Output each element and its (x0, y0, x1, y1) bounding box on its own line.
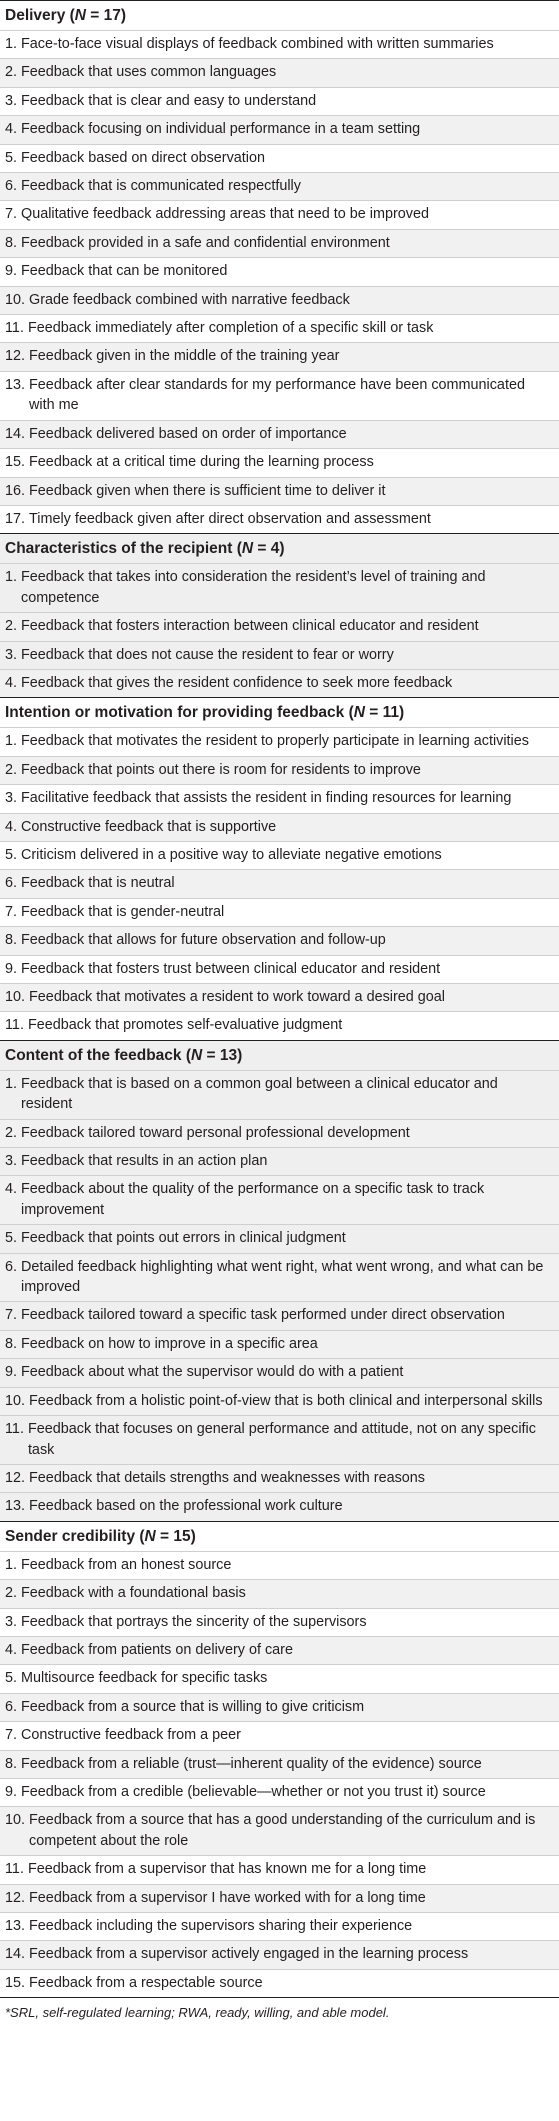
item-number: 1. (5, 569, 21, 586)
list-item (0, 1175, 559, 1224)
item-list (0, 1070, 559, 1521)
item-text: Feedback immediately after completion of a specific skill or task (27, 320, 434, 337)
item-text: Constructive feedback that is supportive (21, 818, 277, 835)
item-number: 1. (5, 733, 21, 750)
item-number: 4. (5, 1641, 21, 1658)
list-item (0, 1855, 559, 1883)
item-number: 4. (5, 674, 21, 691)
item-text: Feedback that uses common languages (21, 64, 277, 81)
list-item (0, 286, 559, 314)
item-text: Criticism delivered in a positive way to alleviate negative emotions (21, 846, 442, 863)
item-text: Feedback from a supervisor I have worked with for a long time (29, 1889, 426, 1906)
section-heading (0, 534, 559, 563)
list-item (0, 1969, 559, 1997)
item-number: 6. (5, 1698, 21, 1715)
list-item (0, 926, 559, 954)
item-list (0, 30, 559, 533)
item-number: 16. (5, 482, 30, 499)
table-section (0, 1522, 559, 1999)
section-title: Delivery ( (5, 7, 75, 24)
item-number: 8. (5, 234, 21, 251)
item-text: Feedback that allows for future observation and follow-up (21, 932, 386, 949)
table-section (0, 698, 559, 1040)
item-number: 6. (5, 875, 21, 892)
list-item (0, 841, 559, 869)
item-text: Feedback delivered based on order of importance (29, 425, 347, 442)
list-item (0, 983, 559, 1011)
item-text: Feedback that fosters interaction between clinical educator and resident (21, 618, 479, 635)
item-number: 3. (5, 790, 21, 807)
list-item (0, 1806, 559, 1855)
item-number: 12. (5, 348, 30, 365)
item-text: Feedback including the supervisors sharing their experience (29, 1918, 413, 1934)
list-item (0, 1387, 559, 1415)
item-number: 11. (5, 1421, 28, 1438)
item-text: Feedback at a critical time during the learning process (29, 454, 374, 471)
list-item (0, 87, 559, 115)
item-number: 9. (5, 263, 21, 280)
item-text: Qualitative feedback addressing areas that need to be improved (21, 206, 429, 223)
list-item (0, 448, 559, 476)
list-item (0, 1224, 559, 1252)
list-item (0, 342, 559, 370)
item-number: 4. (5, 1181, 21, 1198)
list-item (0, 612, 559, 640)
item-number: 7. (5, 1307, 21, 1324)
list-item (0, 813, 559, 841)
list-item (0, 115, 559, 143)
item-number: 3. (5, 92, 21, 109)
item-number: 14. (5, 1946, 30, 1963)
item-text: Feedback that motivates a resident to work toward a desired goal (29, 989, 445, 1005)
item-text: Feedback from a credible (believable—whether or not you trust it) source (21, 1783, 486, 1800)
list-item (0, 420, 559, 448)
item-text: Feedback that gives the resident confidence to seek more feedback (21, 674, 453, 691)
list-item (0, 1750, 559, 1778)
table-section (0, 1041, 559, 1522)
list-item (0, 955, 559, 983)
list-item (0, 1608, 559, 1636)
list-item (0, 898, 559, 926)
item-text: Feedback that is clear and easy to understand (21, 92, 317, 109)
section-count: = 15) (155, 1527, 196, 1545)
item-number: 11. (5, 1017, 28, 1034)
list-item (0, 1464, 559, 1492)
list-item (0, 1119, 559, 1147)
table-section (0, 1, 559, 534)
section-heading (0, 1, 559, 30)
item-text: Multisource feedback for specific tasks (21, 1670, 268, 1687)
item-text: Feedback given in the middle of the training year (29, 348, 340, 365)
item-text: Feedback about the quality of the performance on a specific task to track improvement (21, 1181, 485, 1218)
section-count: = 13) (202, 1046, 243, 1064)
item-text: Feedback from a source that is willing to give criticism (21, 1698, 365, 1715)
list-item (0, 563, 559, 612)
item-text: Feedback with a foundational basis (21, 1585, 246, 1602)
item-number: 9. (5, 960, 21, 977)
item-number: 5. (5, 846, 21, 863)
item-text: Feedback tailored toward personal professional development (21, 1124, 410, 1141)
list-item (0, 1301, 559, 1329)
item-text: Feedback that does not cause the resident to fear or worry (21, 646, 394, 663)
item-number: 6. (5, 1258, 21, 1275)
section-count: = 17) (86, 7, 127, 24)
item-number: 10. (5, 1812, 30, 1829)
item-number: 17. (5, 510, 30, 527)
item-text: Feedback from an honest source (21, 1556, 232, 1573)
item-text: Timely feedback given after direct observation and assessment (29, 510, 431, 527)
item-number: 4. (5, 121, 21, 138)
item-text: Feedback focusing on individual performance in a team setting (21, 121, 421, 138)
item-number: 2. (5, 618, 21, 635)
item-text: Feedback that fosters trust between clinical educator and resident (21, 960, 441, 977)
item-number: 15. (5, 1974, 30, 1991)
list-item (0, 1778, 559, 1806)
list-item (0, 257, 559, 285)
item-number: 14. (5, 425, 30, 442)
section-title: Content of the feedback ( (5, 1046, 192, 1064)
section-n-symbol: N (74, 7, 86, 24)
section-n-symbol: N (144, 1527, 156, 1545)
item-number: 3. (5, 646, 21, 663)
list-item (0, 669, 559, 697)
list-item (0, 1579, 559, 1607)
item-text: Feedback that is neutral (21, 875, 175, 892)
item-text: Feedback tailored toward a specific task performed under direct observation (21, 1307, 505, 1324)
item-text: Feedback from patients on delivery of care (21, 1641, 293, 1658)
item-number: 8. (5, 1335, 21, 1352)
list-item (0, 371, 559, 420)
item-number: 10. (5, 989, 30, 1005)
item-text: Feedback from a source that has a good understanding of the curriculum and is competent about the role (29, 1812, 536, 1849)
item-number: 3. (5, 1613, 21, 1630)
list-item (0, 1693, 559, 1721)
item-text: Feedback that focuses on general performance and attitude, not on any specific task (27, 1421, 536, 1458)
item-number: 8. (5, 1755, 21, 1772)
item-text: Feedback that motivates the resident to properly participate in learning activities (21, 733, 529, 750)
item-number: 15. (5, 454, 30, 471)
item-number: 12. (5, 1469, 30, 1486)
list-item (0, 727, 559, 755)
item-number: 10. (5, 1392, 30, 1409)
list-item (0, 784, 559, 812)
item-list (0, 727, 559, 1039)
item-number: 7. (5, 206, 21, 223)
list-item (0, 1330, 559, 1358)
item-text: Feedback that results in an action plan (21, 1153, 268, 1170)
item-number: 7. (5, 1727, 21, 1744)
section-title: Intention or motivation for providing feedback ( (5, 704, 354, 722)
list-item (0, 1415, 559, 1464)
list-item (0, 1884, 559, 1912)
item-list (0, 563, 559, 697)
item-text: Feedback that is communicated respectfully (21, 178, 301, 195)
item-text: Feedback that is gender-neutral (21, 903, 225, 920)
item-number: 12. (5, 1889, 30, 1906)
item-number: 2. (5, 761, 21, 778)
list-item (0, 505, 559, 533)
section-heading (0, 698, 559, 727)
list-item (0, 1253, 559, 1302)
item-number: 5. (5, 1670, 21, 1687)
item-text: Facilitative feedback that assists the resident in finding resources for learning (21, 790, 512, 807)
item-list (0, 1551, 559, 1998)
list-item (0, 477, 559, 505)
list-item (0, 144, 559, 172)
section-n-symbol: N (191, 1046, 203, 1064)
section-heading (0, 1041, 559, 1070)
item-number: 6. (5, 178, 21, 195)
list-item (0, 1721, 559, 1749)
item-number: 4. (5, 818, 21, 835)
list-item (0, 641, 559, 669)
list-item (0, 1912, 559, 1940)
list-item (0, 229, 559, 257)
item-number: 2. (5, 64, 21, 81)
item-text: Feedback that points out there is room for residents to improve (21, 761, 421, 778)
table-section (0, 534, 559, 698)
section-count: = 4) (253, 540, 285, 558)
item-number: 8. (5, 932, 21, 949)
item-text: Feedback provided in a safe and confidential environment (21, 234, 390, 251)
item-number: 11. (5, 320, 28, 337)
item-number: 1. (5, 1556, 21, 1573)
list-item (0, 30, 559, 58)
list-item (0, 58, 559, 86)
list-item (0, 1636, 559, 1664)
item-number: 2. (5, 1124, 21, 1141)
item-text: Feedback that takes into consideration the resident’s level of training and competence (21, 569, 486, 606)
item-number: 13. (5, 1498, 30, 1515)
section-count: = 11) (364, 704, 405, 722)
item-number: 13. (5, 376, 30, 393)
item-number: 9. (5, 1364, 21, 1381)
item-number: 1. (5, 36, 21, 52)
item-text: Feedback from a reliable (trust—inherent quality of the evidence) source (21, 1755, 482, 1772)
item-text: Feedback that portrays the sincerity of the supervisors (21, 1613, 367, 1630)
section-heading (0, 1522, 559, 1551)
section-title: Sender credibility ( (5, 1527, 145, 1545)
list-item (0, 1940, 559, 1968)
item-text: Grade feedback combined with narrative feedback (29, 291, 350, 308)
item-number: 5. (5, 1230, 21, 1247)
item-text: Feedback based on direct observation (21, 149, 265, 166)
item-number: 10. (5, 291, 30, 308)
item-text: Constructive feedback from a peer (21, 1727, 241, 1744)
list-item (0, 1070, 559, 1119)
item-number: 11. (5, 1861, 28, 1878)
list-item (0, 1492, 559, 1520)
item-text: Feedback about what the supervisor would do with a patient (21, 1364, 404, 1381)
list-item (0, 756, 559, 784)
item-text: Feedback from a respectable source (29, 1974, 263, 1991)
list-item (0, 314, 559, 342)
list-item (0, 1147, 559, 1175)
list-item (0, 869, 559, 897)
item-number: 5. (5, 149, 21, 166)
item-text: Feedback based on the professional work culture (29, 1498, 343, 1515)
item-text: Feedback that details strengths and weaknesses with reasons (29, 1469, 425, 1486)
item-number: 1. (5, 1075, 21, 1092)
item-number: 9. (5, 1783, 21, 1800)
section-title: Characteristics of the recipient ( (5, 540, 242, 558)
item-text: Feedback that can be monitored (21, 263, 228, 280)
list-item (0, 200, 559, 228)
list-item (0, 1551, 559, 1579)
item-text: Feedback on how to improve in a specific area (21, 1335, 318, 1352)
list-item (0, 1358, 559, 1386)
item-text: Feedback from a supervisor actively engaged in the learning process (29, 1946, 469, 1963)
item-text: Feedback given when there is sufficient time to deliver it (29, 482, 386, 499)
item-text: Feedback from a holistic point-of-view that is both clinical and interpersonal skills (29, 1392, 543, 1409)
item-text: Face-to-face visual displays of feedback combined with written summaries (21, 36, 494, 52)
item-number: 7. (5, 903, 21, 920)
table-footnote: *SRL, self-regulated learning; RWA, ready, willing, and able model. (5, 2005, 390, 2021)
item-number: 2. (5, 1585, 21, 1602)
item-text: Feedback that promotes self-evaluative judgment (27, 1017, 343, 1034)
item-number: 13. (5, 1918, 30, 1934)
section-n-symbol: N (241, 540, 254, 558)
item-text: Feedback that points out errors in clinical judgment (21, 1230, 346, 1247)
item-text: Feedback after clear standards for my performance have been communicated with me (29, 376, 525, 414)
item-text: Feedback from a supervisor that has known me for a long time (27, 1861, 427, 1878)
item-text: Feedback that is based on a common goal between a clinical educator and resident (21, 1075, 498, 1113)
item-number: 3. (5, 1153, 21, 1170)
item-text: Detailed feedback highlighting what went right, what went wrong, and what can be improved (21, 1258, 544, 1296)
list-item (0, 1664, 559, 1692)
section-n-symbol: N (353, 704, 365, 722)
list-item (0, 1011, 559, 1039)
list-item (0, 172, 559, 200)
